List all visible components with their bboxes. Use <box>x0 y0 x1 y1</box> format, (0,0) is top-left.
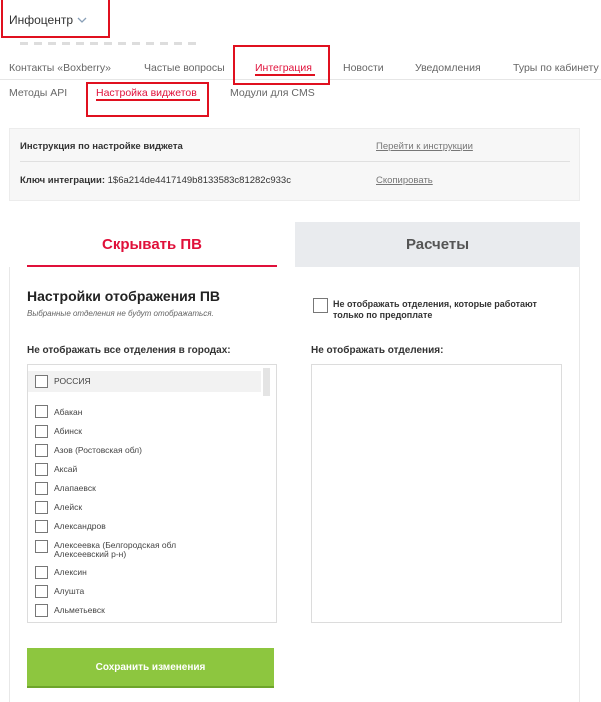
tab-calculations[interactable] <box>295 222 580 267</box>
city-label: Абакан <box>54 407 83 417</box>
city-label: Алейск <box>54 502 83 512</box>
city-label: Алушта <box>54 586 85 596</box>
instruction-link[interactable]: Перейти к инструкции <box>376 141 473 152</box>
tab-notifications[interactable]: Уведомления <box>415 62 481 74</box>
tab-tours[interactable]: Туры по кабинету <box>513 62 599 74</box>
scrollbar-thumb[interactable] <box>263 368 270 396</box>
settings-title: Настройки отображения ПВ <box>27 288 220 304</box>
city-checkbox[interactable] <box>35 520 48 533</box>
prepay-only-label: Не отображать отделения, которые работают только по предоплате <box>333 299 537 320</box>
city-checkbox[interactable] <box>35 482 48 495</box>
copy-key-link[interactable]: Скопировать <box>376 175 433 186</box>
subtab-cms-modules[interactable]: Модули для CMS <box>230 87 315 99</box>
tab-hide-pickup-points[interactable] <box>9 222 295 267</box>
save-changes-button[interactable]: Сохранить изменения <box>27 648 274 686</box>
tab-news[interactable]: Новости <box>343 62 384 74</box>
integration-key-row <box>20 175 291 186</box>
city-checkbox[interactable] <box>35 585 48 598</box>
city-label: Александров <box>54 521 106 531</box>
highlight-frame-widget-settings <box>86 82 209 117</box>
tab-calculations-label: Расчеты <box>405 236 470 253</box>
tab-integration[interactable]: Интеграция <box>255 62 312 74</box>
city-label: Аксай <box>54 464 78 474</box>
tab-faq[interactable]: Частые вопросы <box>144 62 225 74</box>
city-checkbox[interactable] <box>35 405 48 418</box>
tab-contacts[interactable]: Контакты «Boxberry» <box>9 62 111 74</box>
city-label: Азов (Ростовская обл) <box>54 445 142 455</box>
city-label: Алапаевск <box>54 483 96 493</box>
cities-list[interactable] <box>27 364 277 623</box>
offices-list[interactable] <box>311 364 562 623</box>
instruction-label: Инструкция по настройке виджета <box>20 141 183 152</box>
city-label: РОССИЯ <box>54 376 91 386</box>
prepay-only-checkbox[interactable] <box>313 298 328 313</box>
info-divider <box>20 161 570 162</box>
city-checkbox[interactable] <box>35 566 48 579</box>
subtab-api-methods[interactable]: Методы API <box>9 87 68 99</box>
city-checkbox[interactable] <box>35 463 48 476</box>
integration-info-panel <box>9 128 580 201</box>
city-checkbox[interactable] <box>35 604 48 617</box>
city-checkbox[interactable] <box>35 425 48 438</box>
city-checkbox[interactable] <box>35 501 48 514</box>
settings-subtitle: Выбранные отделения не будут отображаться. <box>27 309 214 318</box>
integration-key-value: 1$6a214de4417149b8133583c81282c933c <box>107 175 291 186</box>
city-checkbox[interactable] <box>35 375 48 388</box>
subtab-widget-settings[interactable]: Настройка виджетов <box>96 87 197 99</box>
city-label: Абинск <box>54 426 82 436</box>
highlight-frame-infocenter <box>1 0 110 38</box>
offices-heading: Не отображать отделения: <box>311 345 444 356</box>
infocenter-label: Инфоцентр <box>9 13 74 27</box>
city-checkbox[interactable] <box>35 540 48 553</box>
city-checkbox[interactable] <box>35 444 48 457</box>
divider <box>20 42 200 45</box>
tab-hide-label: Скрывать ПВ <box>101 236 203 253</box>
city-label: Алексеевка (Белгородская обл Алексеевский р-н) <box>54 540 177 559</box>
cities-heading: Не отображать все отделения в городах: <box>27 345 231 356</box>
city-label: Альметьевск <box>54 605 105 615</box>
highlight-frame-integration <box>233 45 330 85</box>
active-card-tab-indicator <box>27 265 277 267</box>
integration-key-label: Ключ интеграции: <box>20 175 105 186</box>
city-label: Алексин <box>54 567 87 577</box>
